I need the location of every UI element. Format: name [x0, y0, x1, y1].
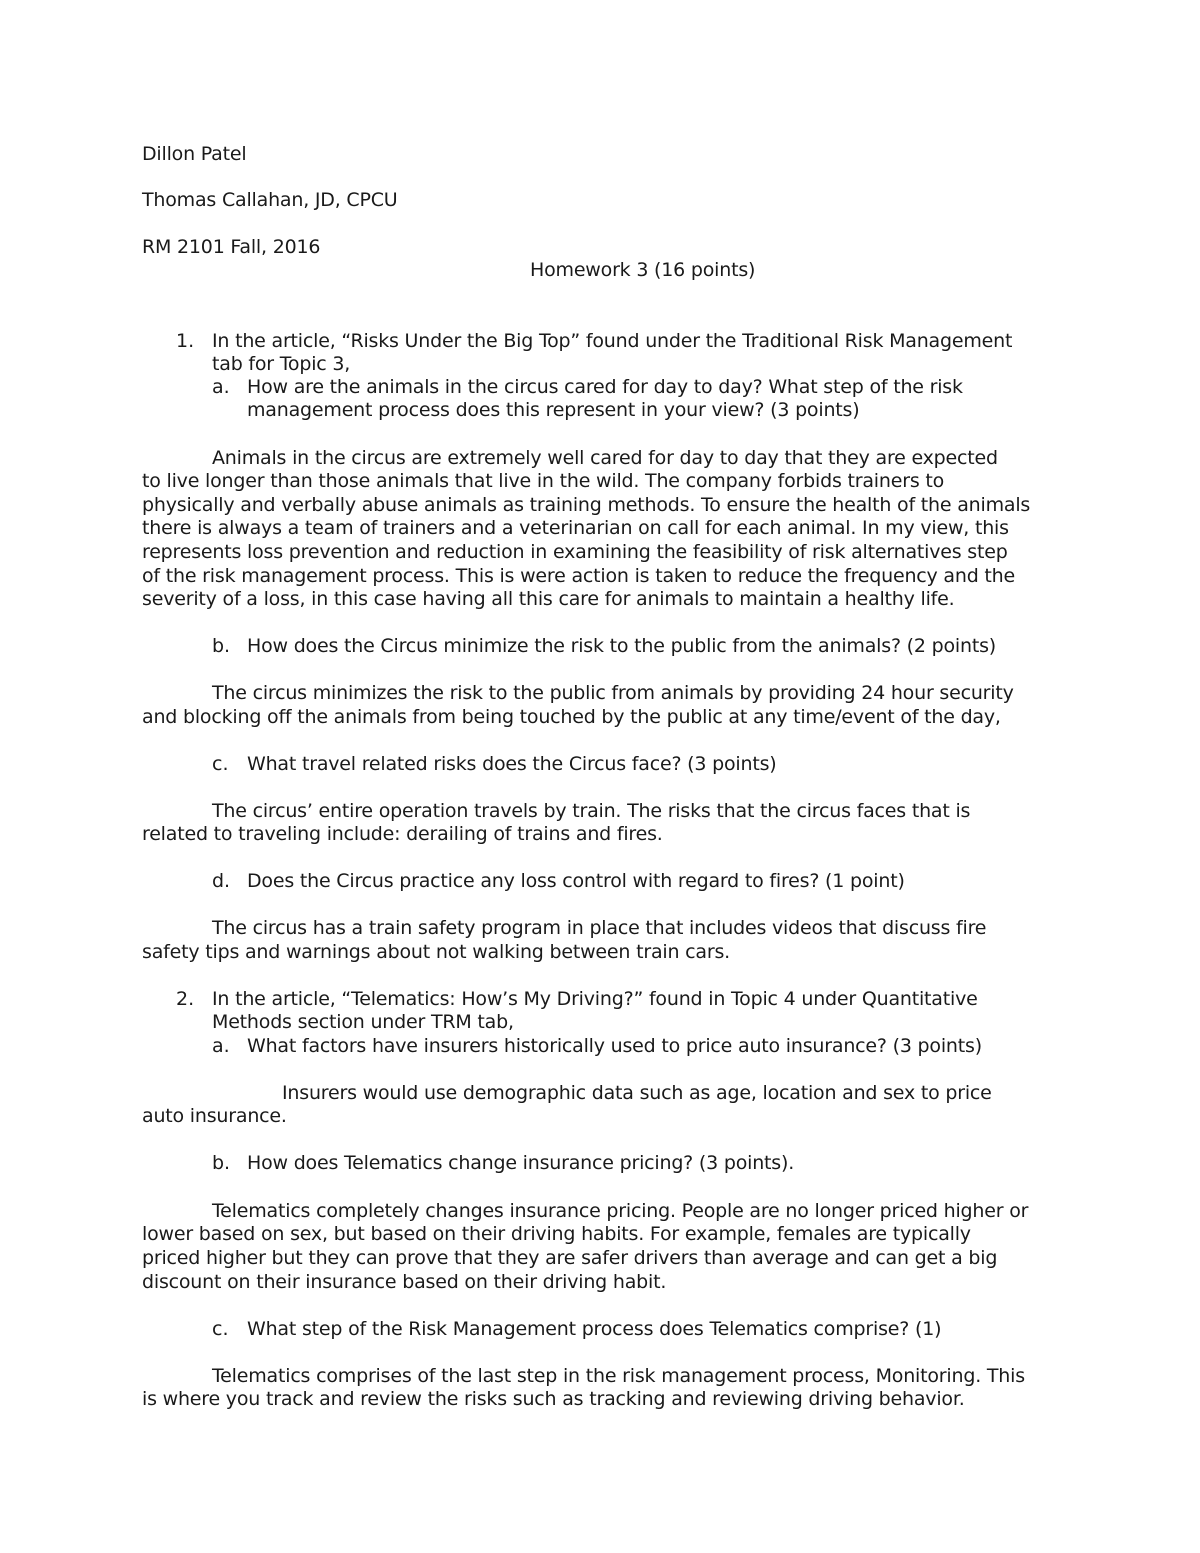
answer-1d-line: safety tips and warnings about not walking between train cars. [142, 941, 730, 963]
question-number-2: 2. [176, 988, 195, 1010]
answer-1d-line: The circus has a train safety program in place that includes videos that discuss fire [212, 917, 987, 939]
answer-2b-line: priced higher but they can prove that they are safer drivers than average and can get a big [142, 1247, 998, 1269]
subquestion-1d: Does the Circus practice any loss control with regard to fires? (1 point) [247, 870, 905, 892]
subquestion-1a-line: management process does this represent in your view? (3 points) [247, 399, 860, 421]
answer-1b-line: The circus minimizes the risk to the public from animals by providing 24 hour security [212, 682, 1014, 704]
answer-1a-line: Animals in the circus are extremely well cared for day to day that they are expected [212, 447, 998, 469]
answer-2b-line: lower based on sex, but based on their driving habits. For example, females are typically [142, 1223, 971, 1245]
subquestion-letter-1d: d. [212, 870, 231, 892]
question-number-1: 1. [176, 330, 195, 352]
subquestion-letter-1a: a. [212, 376, 230, 398]
question-2-prompt-line: Methods section under TRM tab, [212, 1011, 514, 1033]
instructor-name: Thomas Callahan, JD, CPCU [142, 189, 398, 211]
answer-1a-line: there is always a team of trainers and a veterinarian on call for each animal. In my view, this [142, 517, 1009, 539]
subquestion-2c: What step of the Risk Management process does Telematics comprise? (1) [247, 1318, 942, 1340]
subquestion-letter-1c: c. [212, 753, 229, 775]
answer-1c-line: The circus’ entire operation travels by train. The risks that the circus faces that is [212, 800, 971, 822]
subquestion-1c: What travel related risks does the Circus face? (3 points) [247, 753, 777, 775]
question-2-prompt-line: In the article, “Telematics: How’s My Driving?” found in Topic 4 under Quantitative [212, 988, 978, 1010]
subquestion-2b: How does Telematics change insurance pricing? (3 points). [247, 1152, 795, 1174]
student-name: Dillon Patel [142, 143, 247, 165]
subquestion-letter-1b: b. [212, 635, 231, 657]
answer-1a-line: to live longer than those animals that live in the wild. The company forbids trainers to [142, 470, 945, 492]
answer-1c-line: related to traveling include: derailing of trains and fires. [142, 823, 663, 845]
course-line: RM 2101 Fall, 2016 [142, 236, 321, 258]
answer-1a-line: severity of a loss, in this case having all this care for animals to maintain a healthy life. [142, 588, 955, 610]
answer-2a-line: Insurers would use demographic data such as age, location and sex to price [282, 1082, 992, 1104]
answer-2c-line: Telematics comprises of the last step in the risk management process, Monitoring. This [212, 1365, 1025, 1387]
question-1-prompt-line: tab for Topic 3, [212, 353, 351, 375]
subquestion-2a: What factors have insurers historically used to price auto insurance? (3 points) [247, 1035, 982, 1057]
subquestion-letter-2b: b. [212, 1152, 231, 1174]
answer-1a-line: physically and verbally abuse animals as training methods. To ensure the health of the animals [142, 494, 1031, 516]
subquestion-1b: How does the Circus minimize the risk to the public from the animals? (2 points) [247, 635, 996, 657]
subquestion-letter-2a: a. [212, 1035, 230, 1057]
answer-1a-line: of the risk management process. This is were action is taken to reduce the frequency and the [142, 565, 1015, 587]
subquestion-1a-line: How are the animals in the circus cared for day to day? What step of the risk [247, 376, 963, 398]
document-title: Homework 3 (16 points) [530, 259, 756, 281]
answer-1a-line: represents loss prevention and reduction in examining the feasibility of risk alternatives step [142, 541, 1008, 563]
answer-2a-line: auto insurance. [142, 1105, 287, 1127]
subquestion-letter-2c: c. [212, 1318, 229, 1340]
answer-1b-line: and blocking off the animals from being touched by the public at any time/event of the day, [142, 706, 1001, 728]
answer-2b-line: discount on their insurance based on their driving habit. [142, 1271, 667, 1293]
question-1-prompt-line: In the article, “Risks Under the Big Top” found under the Traditional Risk Management [212, 330, 1013, 352]
answer-2c-line: is where you track and review the risks such as tracking and reviewing driving behavior. [142, 1388, 965, 1410]
answer-2b-line: Telematics completely changes insurance pricing. People are no longer priced higher or [212, 1200, 1029, 1222]
